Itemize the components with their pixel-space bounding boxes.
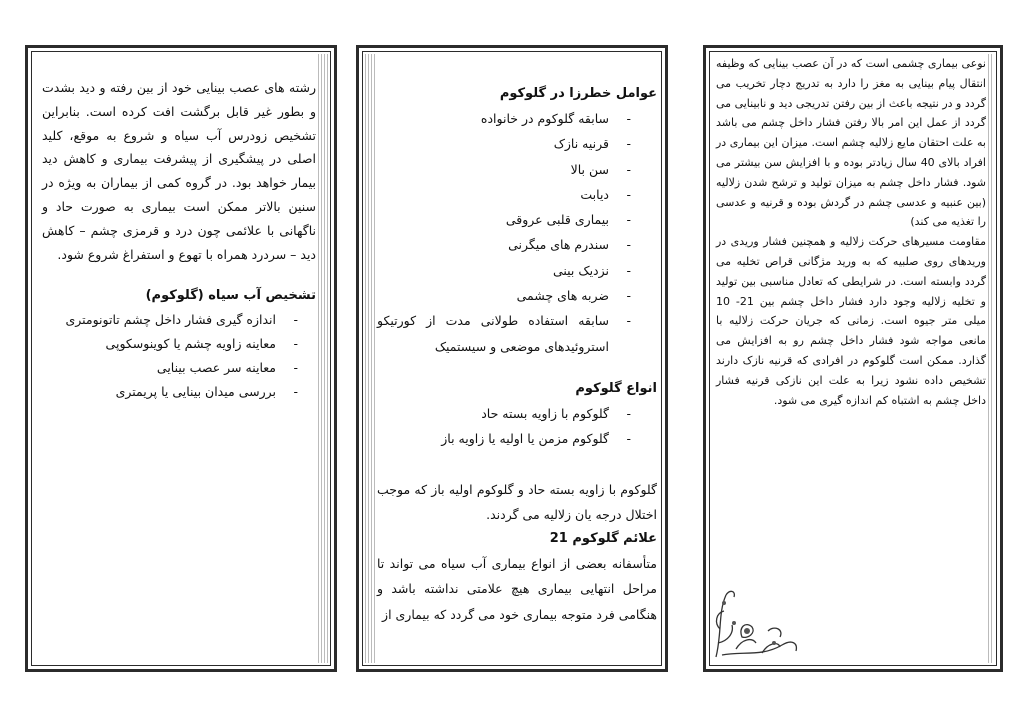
list-item: - بیماری قلبی عروقی bbox=[377, 207, 631, 232]
types-paragraph: گلوکوم با زاویه بسته حاد و گلوکوم اولیه باز که موجب اختلال درجه یان زلالیه می گردند. bbox=[377, 481, 657, 522]
list-item: - گلوکوم مزمن یا اولیه یا زاویه باز bbox=[377, 426, 631, 451]
list-item: - ضربه های چشمی bbox=[377, 283, 631, 308]
floral-ornament-icon bbox=[712, 583, 802, 663]
list-item: - سندرم های میگرنی bbox=[377, 232, 631, 257]
diagnosis-heading: تشخیص آب سیاه (گلوکوم) bbox=[145, 288, 316, 304]
list-item: - نزدیک بینی bbox=[377, 258, 631, 283]
list-item: - معاینه زاویه چشم یا کوینوسکوپی bbox=[42, 332, 298, 356]
definition-paragraph: نوعی بیماری چشمی است که در آن عصب بینایی که وظیفه انتقال پیام بینایی به مغز را دارد به تدریج دچار تخریب می گردد و در نتیجه باعث از بین رفتن تدریجی دید و نابینایی می گردد از عمل این امر بالا رفتن فشار داخل چشم می باشد به علت احتقان مایع زلالیه چشم است. میزان این بیماری در افراد بالای 40 سال زیادتر بوده و با افزایش سن بیشتر می شود. فشار داخل چشم به میزان تولید و ترشح شدن زلالیه (بین عنبیه و عدسی چشم در گردش بوده و قرنیه و عدسی را تغذیه می کند) bbox=[716, 57, 986, 229]
intro-paragraph: رشته های عصب بینایی خود از بین رفته و دید بشدت و بطور غیر قابل برگشت افت کرده است. بنابراین تشخیص زودرس آب سیاه و شروع به موقع، کلید اصلی در پیشگیری از پیشرفت بیماری و کاهش دید بیمار خواهد بود. در گروه کمی از بیماران به ویژه در سنین بالاتر ممکن است بیماری به صورت حاد و ناگهانی با علائمی چون درد و قرمزی چشم – کاهش دید – سردرد همراه با تهوع و استفراغ شروع شود. bbox=[42, 80, 316, 262]
panel-middle bbox=[356, 45, 668, 672]
diagnosis-list bbox=[42, 308, 316, 403]
panel-right-content bbox=[716, 54, 986, 410]
list-item: - گلوکوم با زاویه بسته حاد bbox=[377, 401, 631, 426]
risk-factors-heading: عوامل خطرزا در گلوکوم bbox=[499, 86, 657, 101]
list-item: - اندازه گیری فشار داخل چشم تاتونومتری bbox=[42, 308, 298, 332]
panel-left-content bbox=[42, 76, 316, 404]
risk-factors-list bbox=[377, 106, 657, 359]
list-item: - دیابت bbox=[377, 182, 631, 207]
list-item: - سابقه گلوکوم در خانواده bbox=[377, 106, 631, 131]
signs-paragraph: متأسفانه بعضی از انواع بیماری آب سیاه می تواند تا مراحل انتهایی بیماری هیچ علامتی نداشته باشد و هنگامی فرد متوجه بیماری خود می گردد که بیماری از bbox=[377, 556, 657, 622]
panel-middle-content bbox=[377, 82, 657, 627]
list-item: - قرنیه نازک bbox=[377, 131, 631, 156]
signs-heading: علائم گلوکوم 21 bbox=[549, 531, 657, 547]
list-item: - معاینه سر عصب بینایی bbox=[42, 356, 298, 380]
types-list bbox=[377, 401, 657, 452]
panel-left bbox=[25, 45, 337, 672]
types-heading: انواع گلوکوم bbox=[575, 380, 657, 396]
list-item: - بررسی میدان بینایی یا پریمتری bbox=[42, 380, 298, 404]
pressure-paragraph: مقاومت مسیرهای حرکت زلالیه و همچنین فشار وریدی در وریدهای روی صلبیه که به ورید مژگانی قراص تخلیه می گردد وابسته است. در شرایطی که تعادل مناسبی بین تولید و تخلیه زلالیه وجود دارد فشار داخل چشم بین 21- 10 میلی متر جیوه است. زمانی که جریان حرکت زلالیه با مانعی مواجه شود فشار داخل چشم رو به افزایش می گذارد. ممکن است گلوکوم در افرادی که قرنیه نازک دارند تشخیص داده نشود زیرا به علت این نازکی قرنیه فشار داخل چشم به اشتباه کم اندازه گیری می شود. bbox=[716, 235, 986, 407]
list-item: - سن بالا bbox=[377, 157, 631, 182]
list-item: - سابقه استفاده طولانی مدت از کورتیکو استروئیدهای موضعی و سیستمیک bbox=[377, 308, 631, 359]
panel-right bbox=[703, 45, 1003, 672]
